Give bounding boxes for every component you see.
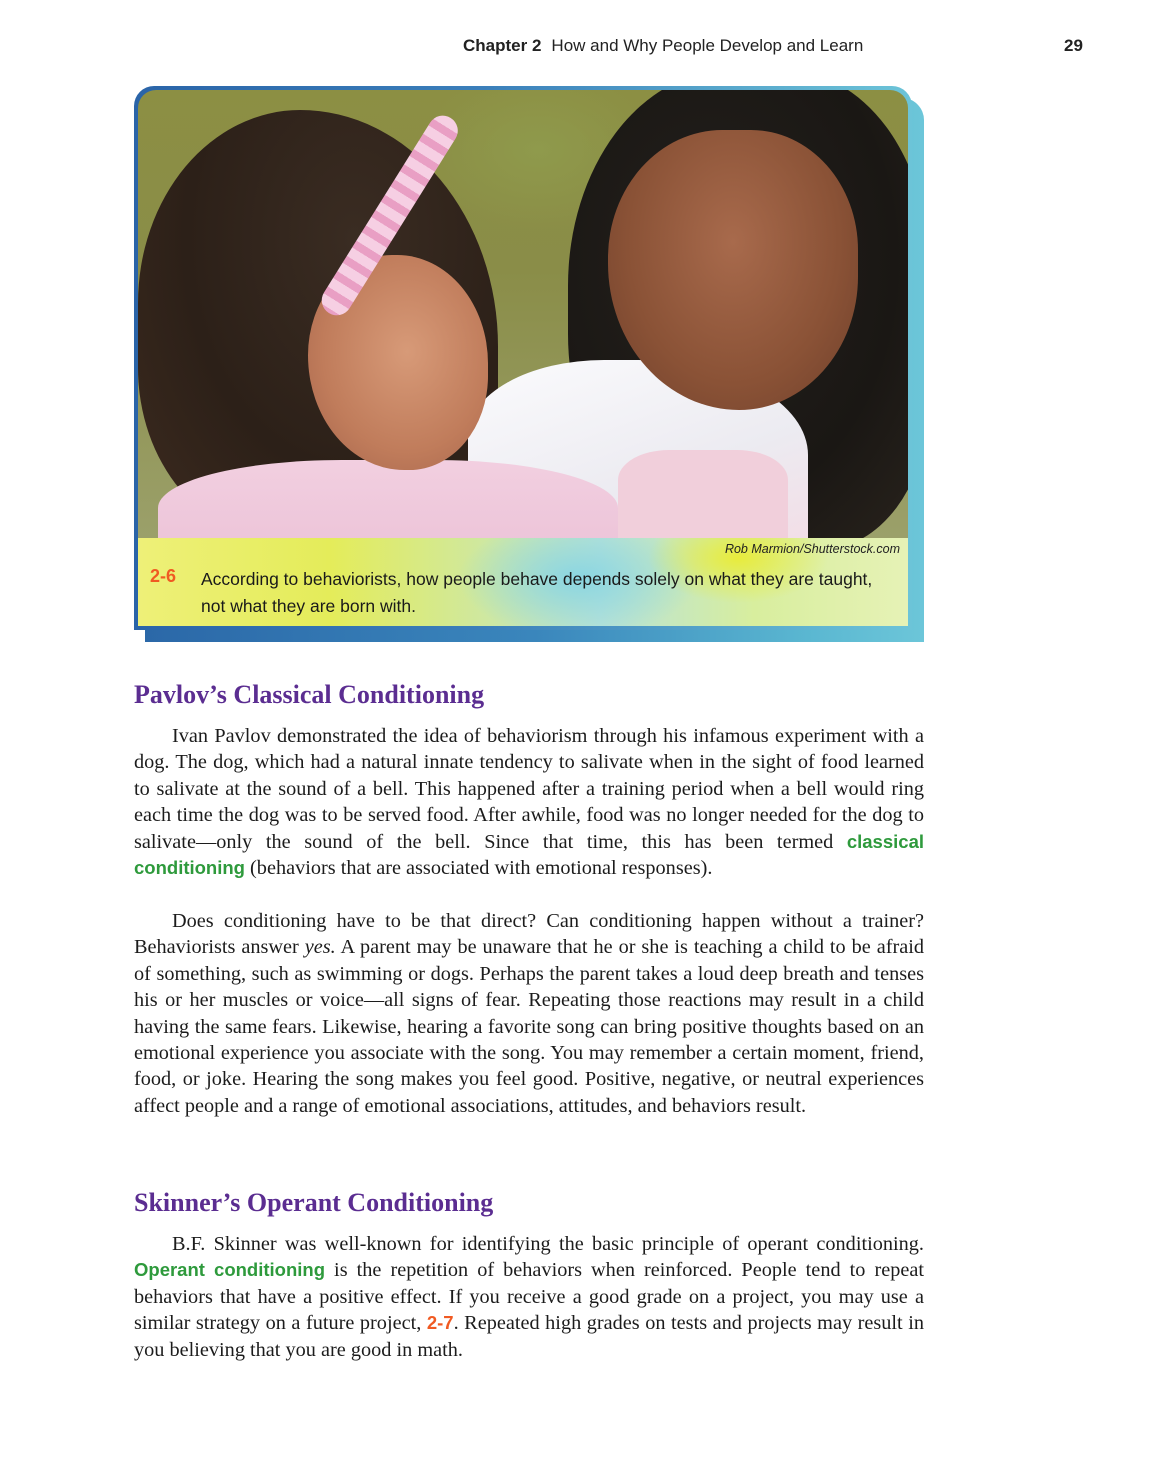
paragraph-pavlov-2: [134, 908, 924, 1119]
page-number: 29: [1064, 36, 1083, 55]
emphasis-yes: yes.: [304, 936, 336, 959]
chapter-title: How and Why People Develop and Learn: [551, 36, 864, 55]
photo-woman-sweater: [618, 450, 788, 538]
text: Does conditioning have to be that direct? Can conditioning happen without a trainer? Behaviorists answer: [134, 910, 924, 959]
figure-caption: According to behaviorists, how people behave depends solely on what they are taught, not what they are born with.: [201, 569, 873, 616]
section-heading-pavlov: Pavlov’s Classical Conditioning: [134, 680, 485, 709]
chapter-heading: [463, 36, 863, 56]
figure-frame: [134, 86, 912, 630]
paragraph-pavlov-1: [134, 723, 924, 881]
photo-credit: Rob Marmion/Shutterstock.com: [724, 542, 900, 556]
text: (behaviors that are associated with emotional responses).: [244, 857, 713, 880]
text: . Repeated high grades on tests and projects may result in you believing that you are good in math.: [134, 1312, 924, 1361]
chapter-label: Chapter 2: [463, 36, 542, 55]
text: Ivan Pavlov demonstrated the idea of behaviorism through his infamous experiment with a dog. The dog, which had a natural innate tendency to salivate when in the sight of food learned to salivate at the sound of a bell. This happened after a training period when a bell would ring each time the dog was to be served food. After awhile, food was no longer needed for the dog to salivate—only the sound of the bell. Since that time, this has been termed: [134, 725, 924, 853]
text: is the repetition of behaviors when reinforced. People tend to repeat behaviors that have a positive effect. If you receive a good grade on a project, you may use a similar strategy on a future project,: [134, 1259, 924, 1335]
text: A parent may be unaware that he or she is teaching a child to be afraid of something, such as swimming or dogs. Perhaps the parent takes a loud deep breath and tenses his or her muscles or voice—all signs of fear. Repeating those reactions may result in a child having the same fears. Likewise, hearing a favorite song can bring positive thoughts based on an emotional experience you associate with the song. You may remember a certain moment, friend, food, or joke. Hearing the song makes you feel good. Positive, negative, or neutral experiences affect people and a range of emotional associations, attitudes, and behaviors result.: [134, 936, 924, 1117]
paragraph-skinner-1: [134, 1231, 924, 1363]
key-term-classical-conditioning: classical conditioning: [134, 830, 924, 879]
text: B.F. Skinner was well-known for identifying the basic principle of operant conditioning.: [172, 1233, 924, 1255]
key-term-operant-conditioning: Operant conditioning: [134, 1259, 326, 1281]
figure-caption-band: [138, 538, 908, 626]
figure-reference-2-7[interactable]: 2-7: [426, 1312, 454, 1334]
section-heading-skinner: Skinner’s Operant Conditioning: [134, 1188, 494, 1217]
photo-girl-sweater: [158, 460, 618, 538]
figure-photo: [138, 90, 908, 538]
figure-number: 2-6: [150, 566, 177, 586]
running-head: [0, 36, 1149, 64]
figure-2-6: [134, 86, 924, 642]
